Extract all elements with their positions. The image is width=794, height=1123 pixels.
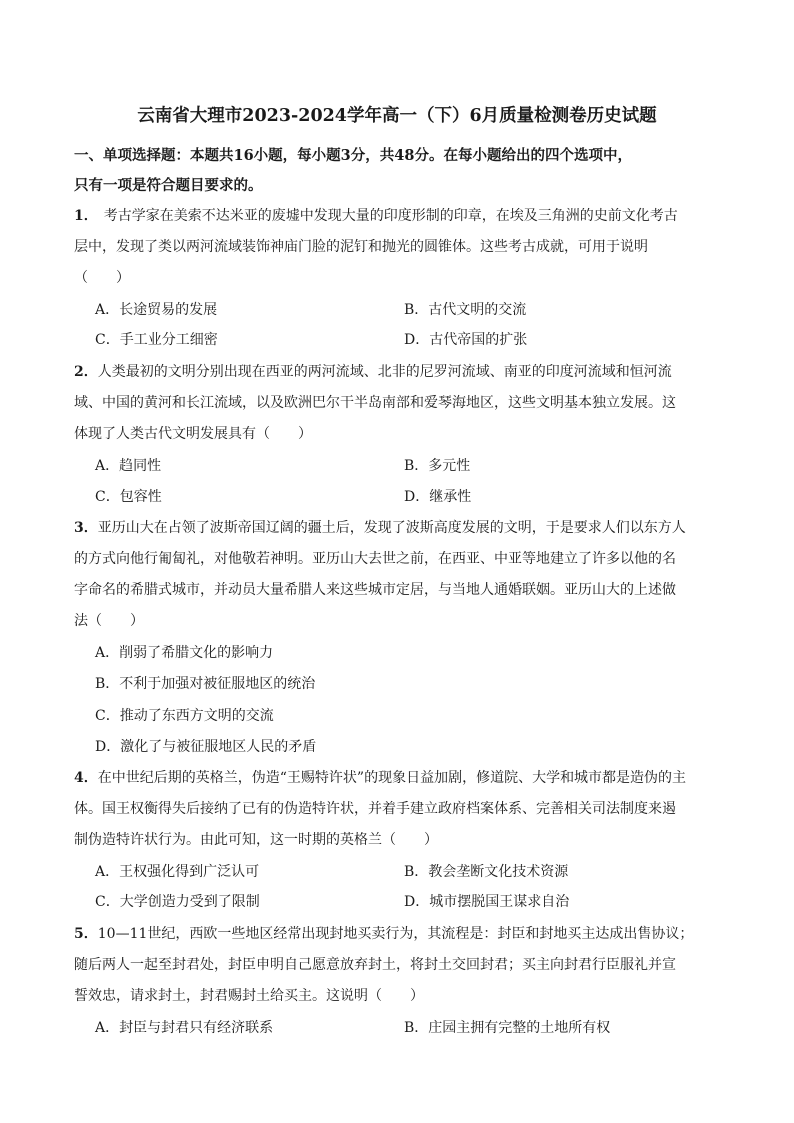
option-b: B．多元性 bbox=[404, 458, 471, 474]
question-stem-line: 体。国王权衡得失后接纳了已有的伪造特许状，并着手建立政府档案体系、完善相关司法制度来遏 bbox=[74, 801, 676, 817]
option-b: B．教会垄断文化技术资源 bbox=[404, 864, 569, 880]
question-stem-line bbox=[74, 362, 672, 382]
option-d: D．古代帝国的扩张 bbox=[404, 332, 528, 348]
question-stem-line: 誓效忠，请求封土，封君赐封土给买主。这说明（ ） bbox=[74, 988, 424, 1004]
question-text: 考古学家在美索不达米亚的废墟中发现大量的印度形制的印章，在埃及三角洲的史前文化考古 bbox=[103, 208, 678, 224]
section-heading-line-2: 只有一项是符合题目要求的。 bbox=[74, 177, 263, 194]
option-b: B．庄园主拥有完整的土地所有权 bbox=[404, 1020, 611, 1036]
question-stem-line bbox=[74, 518, 686, 538]
question-stem-line: 字命名的希腊式城市，并动员大量希腊人来这些城市定居，与当地人通婚联姻。亚历山大的上述做 bbox=[74, 582, 676, 598]
question-text: 在中世纪后期的英格兰，伪造“王赐特许状”的现象日益加剧，修道院、大学和城市都是造伪的主 bbox=[97, 770, 687, 786]
option-c: C．包容性 bbox=[95, 489, 162, 505]
exam-title: 云南省大理市2023-2024学年高一（下）6月质量检测卷历史试题 bbox=[137, 106, 657, 126]
option-a: A．长途贸易的发展 bbox=[95, 302, 218, 318]
question-text: 人类最初的文明分别出现在西亚的两河流域、北非的尼罗河流域、南亚的印度河流域和恒河流 bbox=[97, 364, 672, 380]
option-a: A．封臣与封君只有经济联系 bbox=[95, 1020, 274, 1036]
question-stem-line: 的方式向他行匍匐礼，对他敬若神明。亚历山大去世之前，在西亚、中亚等地建立了许多以他的名 bbox=[74, 551, 676, 567]
question-stem-line bbox=[74, 206, 678, 226]
question-stem-line: 体现了人类古代文明发展具有（ ） bbox=[74, 426, 312, 442]
question-number: 4． bbox=[74, 770, 98, 786]
answer-blank: （ ） bbox=[74, 270, 130, 286]
question-number: 1． bbox=[74, 208, 98, 224]
question-stem-line: 层中，发现了类以两河流域装饰神庙门脸的泥钉和抛光的圆锥体。这些考古成就，可用于说明 bbox=[74, 239, 648, 255]
option-d: D．激化了与被征服地区人民的矛盾 bbox=[95, 739, 317, 755]
option-b: B．古代文明的交流 bbox=[404, 302, 527, 318]
question-number: 2． bbox=[74, 364, 98, 380]
option-a: A．削弱了希腊文化的影响力 bbox=[95, 645, 274, 661]
question-stem-line bbox=[74, 924, 693, 944]
question-number: 3． bbox=[74, 520, 98, 536]
option-c: C．推动了东西方文明的交流 bbox=[95, 708, 274, 724]
question-stem-line bbox=[74, 768, 686, 788]
option-a: A．趋同性 bbox=[95, 458, 162, 474]
question-text: 10—11世纪，西欧一些地区经常出现封地买卖行为，其流程是：封臣和封地买主达成出售协议； bbox=[97, 926, 694, 942]
question-stem-line: 制伪造特许状行为。由此可知，这一时期的英格兰（ ） bbox=[74, 832, 438, 848]
question-stem-line: 域、中国的黄河和长江流域，以及欧洲巴尔干半岛南部和爱琴海地区，这些文明基本独立发展。这 bbox=[74, 395, 676, 411]
question-stem-line: 法（ ） bbox=[74, 613, 144, 629]
question-stem-line: 随后两人一起至封君处，封臣申明自己愿意放弃封土，将封土交回封君；买主向封君行臣服礼并宣 bbox=[74, 957, 676, 973]
option-d: D．继承性 bbox=[404, 489, 472, 505]
question-text: 亚历山大在占领了波斯帝国辽阔的疆土后，发现了波斯高度发展的文明，于是要求人们以东方人 bbox=[97, 520, 686, 536]
question-number: 5． bbox=[74, 926, 98, 942]
option-c: C．大学创造力受到了限制 bbox=[95, 894, 260, 910]
option-d: D．城市摆脱国王谋求自治 bbox=[404, 894, 570, 910]
option-a: A．王权强化得到广泛认可 bbox=[95, 864, 260, 880]
option-b: B．不利于加强对被征服地区的统治 bbox=[95, 676, 316, 692]
section-heading-line-1: 一、单项选择题：本题共16小题，每小题3分，共48分。在每小题给出的四个选项中， bbox=[74, 147, 632, 164]
option-c: C．手工业分工细密 bbox=[95, 332, 218, 348]
